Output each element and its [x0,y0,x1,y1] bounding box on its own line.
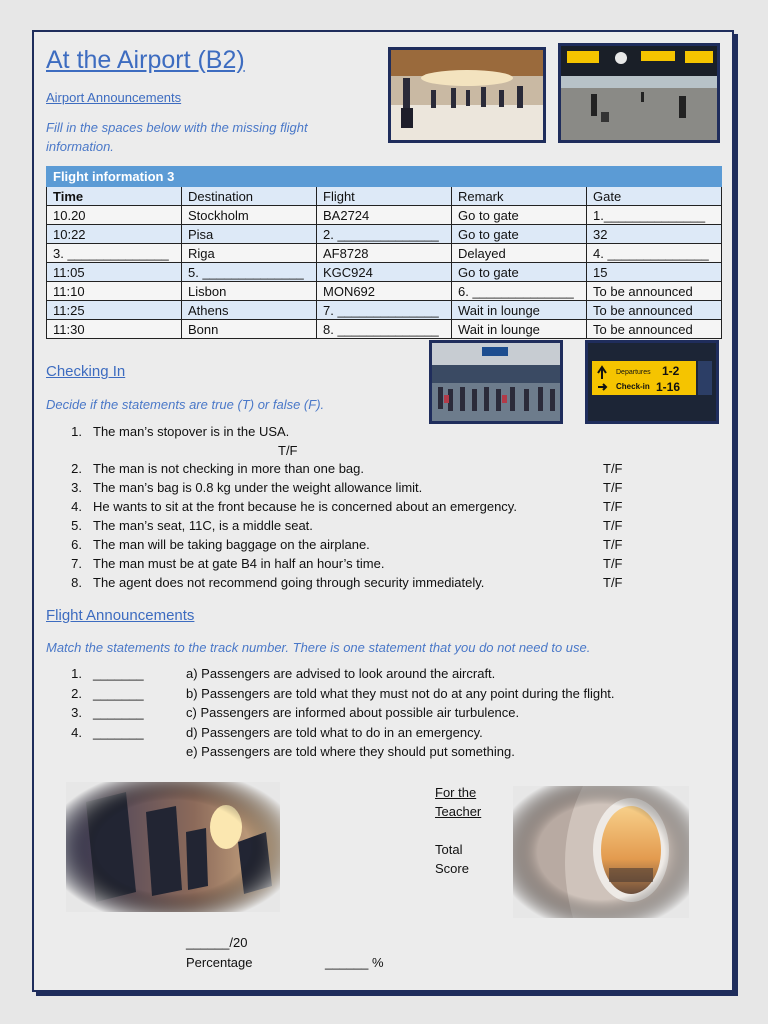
table-cell: 7. ______________ [317,301,452,320]
list-item [68,686,688,706]
departures-check-in-sign-photo [585,340,719,424]
table-cell: Wait in lounge [452,301,587,320]
true-false-marker: T/F [278,443,298,458]
check-in-desks-number: 1-16 [656,380,681,394]
matching-list [68,666,688,764]
list-item [68,443,648,461]
score-label: Score [435,861,469,876]
column-header: Destination [182,187,317,206]
statement-number: 5. [71,518,82,533]
true-false-marker: T/F [603,480,623,495]
airplane-window-photo [513,786,689,918]
match-option: a) Passengers are advised to look around the aircraft. [186,666,496,681]
table-cell: Bonn [182,320,317,339]
statement-number: 4. [71,499,82,514]
list-item [68,744,688,764]
table-row [47,301,722,320]
true-false-marker: T/F [603,537,623,552]
column-header: Remark [452,187,587,206]
list-item [68,725,688,745]
statement-text: The man’s stopover is in the USA. [93,424,290,439]
statement-text: The man’s seat, 11C, is a middle seat. [93,518,313,533]
statement-number: 8. [71,575,82,590]
table-row [47,320,722,339]
table-cell: 3. ______________ [47,244,182,263]
statement-text: The man will be taking baggage on the airplane. [93,537,370,552]
section-subtitle-airport-announcements: Airport Announcements [46,90,182,105]
airport-terminal-photo [388,47,546,143]
table-cell: 2. ______________ [317,225,452,244]
statement-text: The agent does not recommend going through security immediately. [93,575,485,590]
table-cell: 1.______________ [587,206,722,225]
true-false-instruction: Decide if the statements are true (T) or false (F). [46,397,325,412]
list-item [68,424,648,443]
statement-number: 6. [71,537,82,552]
statement-number: 7. [71,556,82,571]
table-row [47,263,722,282]
table-cell: Lisbon [182,282,317,301]
match-option: d) Passengers are told what to do in an emergency. [186,724,483,740]
table-cell: 8. ______________ [317,320,452,339]
table-cell: Delayed [452,244,587,263]
answer-blank: _______ [93,705,144,720]
list-item [68,518,648,537]
flight-information-table [46,166,722,339]
true-false-marker: T/F [603,461,623,476]
match-option: b) Passengers are told what they must not do at any point during the flight. [186,685,615,701]
true-false-statements-list [68,424,648,594]
true-false-marker: T/F [603,499,623,514]
table-cell: BA2724 [317,206,452,225]
track-number: 4. [71,724,82,740]
list-item [68,537,648,556]
table-cell: To be announced [587,320,722,339]
column-header: Flight [317,187,452,206]
statement-text: The man’s bag is 0.8 kg under the weight allowance limit. [93,480,423,495]
table-cell: 32 [587,225,722,244]
airplane-cabin-seats-photo [66,782,280,912]
statement-number: 2. [71,461,82,476]
list-item [68,666,688,686]
statement-text: The man must be at gate B4 in half an hour’s time. [93,556,385,571]
check-in-queue-photo [429,340,563,424]
statement-text: The man is not checking in more than one bag. [93,461,364,476]
percentage-blank: ______ % [325,955,384,970]
list-item [68,705,688,725]
table-caption: Flight information 3 [47,167,722,187]
table-cell: 4. ______________ [587,244,722,263]
table-row [47,206,722,225]
table-row [47,225,722,244]
table-cell: Go to gate [452,263,587,282]
table-cell: Go to gate [452,225,587,244]
page-title: At the Airport (B2) [46,46,245,74]
track-number: 1. [71,666,82,681]
check-in-sign-label: Check-in [616,382,650,391]
table-cell: 11:05 [47,263,182,282]
table-cell: AF8728 [317,244,452,263]
table-cell: Stockholm [182,206,317,225]
column-header: Gate [587,187,722,206]
list-item [68,480,648,499]
table-cell: 15 [587,263,722,282]
teacher-label: Teacher [435,804,482,819]
flight-announcements-heading: Flight Announcements [46,607,195,624]
answer-blank: _______ [93,666,144,681]
track-number: 3. [71,705,82,720]
matching-instruction: Match the statements to the track number. There is one statement that you do not need to use. [46,640,591,655]
departures-sign-label: Departures [616,369,651,376]
table-cell: To be announced [587,301,722,320]
percentage-label: Percentage [186,955,253,970]
answer-blank: _______ [93,724,144,740]
list-item [68,461,648,480]
table-cell: Pisa [182,225,317,244]
checking-in-heading: Checking In [46,363,126,380]
answer-blank: _______ [93,685,144,701]
true-false-marker: T/F [603,556,623,571]
table-cell: MON692 [317,282,452,301]
teacher-box [435,783,481,878]
track-number: 2. [71,685,82,701]
match-option: e) Passengers are told where they should put something. [186,744,515,759]
statement-number: 3. [71,480,82,495]
table-row [47,244,722,263]
table-cell: To be announced [587,282,722,301]
true-false-marker: T/F [603,575,623,590]
for-the-label: For the [435,785,477,800]
table-row [47,282,722,301]
table-cell: 10.20 [47,206,182,225]
statement-text: He wants to sit at the front because he is concerned about an emergency. [93,499,517,514]
true-false-marker: T/F [603,518,623,533]
table-header-row [47,187,722,206]
table-cell: Go to gate [452,206,587,225]
score-out-of-twenty: ______/20 [186,935,248,950]
fill-in-instruction: Fill in the spaces below with the missing flight information. [46,120,308,154]
table-cell: KGC924 [317,263,452,282]
list-item [68,499,648,518]
table-cell: 10:22 [47,225,182,244]
list-item [68,575,648,594]
table-cell: 11:30 [47,320,182,339]
table-cell: 11:25 [47,301,182,320]
table-cell: 5. ______________ [182,263,317,282]
statement-number: 1. [71,424,82,439]
table-cell: 11:10 [47,282,182,301]
departure-hall-photo [558,43,720,143]
table-cell: Athens [182,301,317,320]
match-option: c) Passengers are informed about possible air turbulence. [186,705,520,720]
total-label: Total [435,842,463,857]
column-header: Time [47,187,182,206]
list-item [68,556,648,575]
departures-gates-number: 1-2 [662,364,680,378]
table-cell: 6. ______________ [452,282,587,301]
table-cell: Riga [182,244,317,263]
table-cell: Wait in lounge [452,320,587,339]
